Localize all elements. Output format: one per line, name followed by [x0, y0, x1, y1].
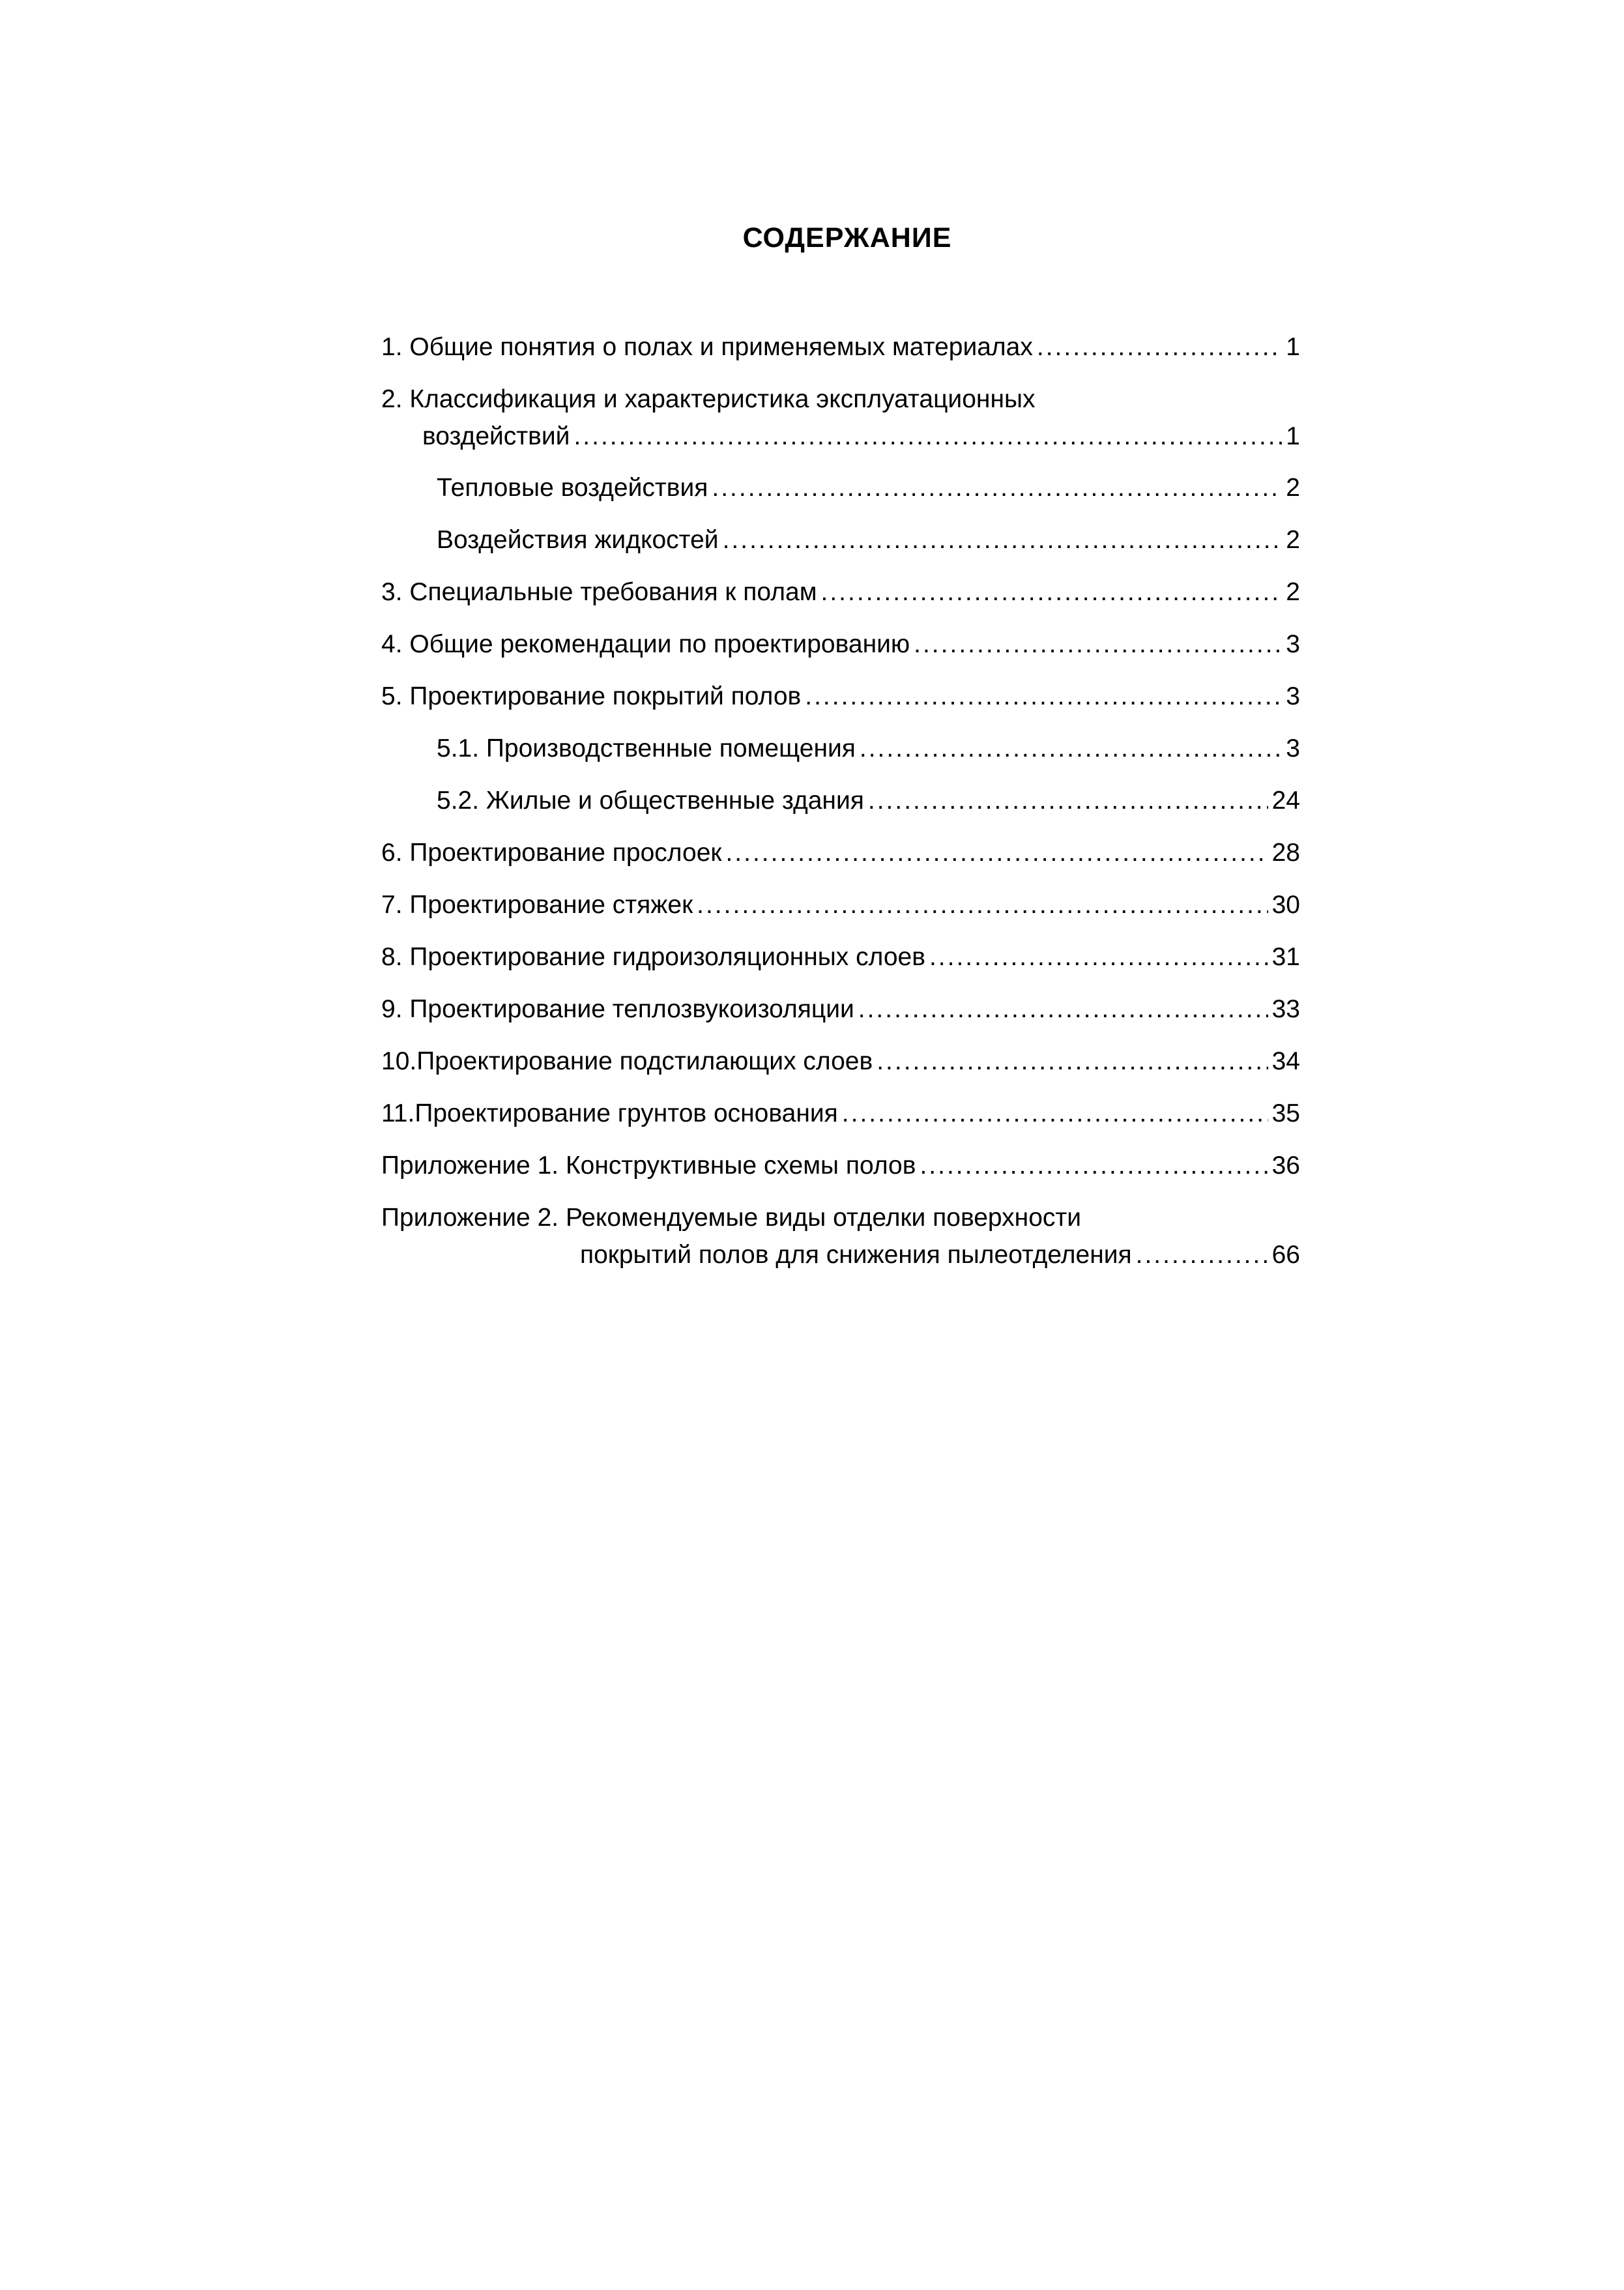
dot-leader [805, 678, 1282, 715]
toc-entry-label: 4. Общие рекомендации по проектированию [381, 630, 910, 658]
dot-leader [725, 835, 1268, 871]
toc-entry-label: 7. Проектирование стяжек [381, 891, 693, 919]
dot-leader [868, 783, 1268, 819]
toc-entry-label: 8. Проектирование гидроизоляционных слоев [381, 943, 925, 971]
dot-leader [842, 1095, 1268, 1132]
toc-entry [580, 1237, 1300, 1273]
toc-entry [381, 1043, 1300, 1080]
toc-entry [381, 329, 1300, 366]
toc-entry-label: Воздействия жидкостей [437, 526, 719, 554]
dot-leader [860, 731, 1282, 767]
toc-entry-page: 28 [1271, 839, 1300, 867]
toc-entry-page: 36 [1271, 1152, 1300, 1180]
dot-leader [929, 939, 1268, 976]
toc-entry-page: 1 [1286, 333, 1300, 361]
toc-entry-page: 24 [1271, 787, 1300, 815]
toc-entry-page: 2 [1286, 578, 1300, 606]
toc-entry-page: 31 [1271, 943, 1300, 971]
toc-entry [437, 783, 1300, 819]
toc-entry [437, 731, 1300, 767]
toc-entry [437, 470, 1300, 506]
toc-entry [381, 991, 1300, 1028]
toc-entry [381, 678, 1300, 715]
toc-entry-page: 30 [1271, 891, 1300, 919]
toc-entry [381, 1095, 1300, 1132]
toc-entry-label: 1. Общие понятия о полах и применяемых материалах [381, 333, 1033, 361]
toc-entry-label: Тепловые воздействия [437, 474, 708, 502]
toc-title: СОДЕРЖАНИЕ [742, 222, 952, 254]
dot-leader [723, 522, 1283, 558]
toc-entry-page: 3 [1286, 734, 1300, 762]
dot-leader [1037, 329, 1282, 366]
dot-leader [573, 418, 1282, 455]
toc-entry [437, 522, 1300, 558]
toc-entry-label: воздействий [422, 422, 570, 450]
toc-entry-label: 10.Проектирование подстилающих слоев [381, 1047, 873, 1075]
toc-entry-label: 5.2. Жилые и общественные здания [437, 787, 864, 815]
dot-leader [821, 574, 1283, 611]
toc-entry-label: покрытий полов для снижения пылеотделения [580, 1241, 1132, 1269]
toc-entry-label: 2. Классификация и характеристика эксплуатационных [381, 385, 1036, 413]
toc-entry [381, 887, 1300, 923]
toc-entry-label: 5. Проектирование покрытий полов [381, 682, 802, 710]
toc-entry [422, 418, 1300, 455]
toc-entry [381, 574, 1300, 611]
toc-entry-page: 3 [1286, 682, 1300, 710]
toc-entry-page: 2 [1286, 526, 1300, 554]
toc-entry [381, 626, 1300, 663]
toc-entry-label: Приложение 1. Конструктивные схемы полов [381, 1152, 916, 1180]
toc-entry-page: 1 [1286, 422, 1300, 450]
dot-leader [1136, 1237, 1268, 1273]
toc-entry-page: 34 [1271, 1047, 1300, 1075]
toc-entry [381, 939, 1300, 976]
toc-entry-label: 11.Проектирование грунтов основания [381, 1099, 838, 1127]
dot-leader [877, 1043, 1268, 1080]
toc-entry-page: 33 [1271, 995, 1300, 1023]
dot-leader [858, 991, 1268, 1028]
toc-entry-label: 6. Проектирование прослоек [381, 839, 722, 867]
dot-leader [914, 626, 1282, 663]
dot-leader [920, 1148, 1268, 1184]
toc-entry-label: Приложение 2. Рекомендуемые виды отделки поверхности [381, 1204, 1082, 1232]
toc-entry-page: 66 [1271, 1241, 1300, 1269]
dot-leader [712, 470, 1282, 506]
dot-leader [697, 887, 1268, 923]
toc-entry [381, 1148, 1300, 1184]
toc-entry-page: 35 [1271, 1099, 1300, 1127]
toc-entry [381, 381, 1036, 418]
toc-entry [381, 1200, 1081, 1236]
toc-entry-label: 5.1. Производственные помещения [437, 734, 856, 762]
toc-entry-page: 3 [1286, 630, 1300, 658]
toc-entry [381, 835, 1300, 871]
toc-entry-page: 2 [1286, 474, 1300, 502]
toc-entry-label: 3. Специальные требования к полам [381, 578, 817, 606]
toc-entry-label: 9. Проектирование теплозвукоизоляции [381, 995, 854, 1023]
